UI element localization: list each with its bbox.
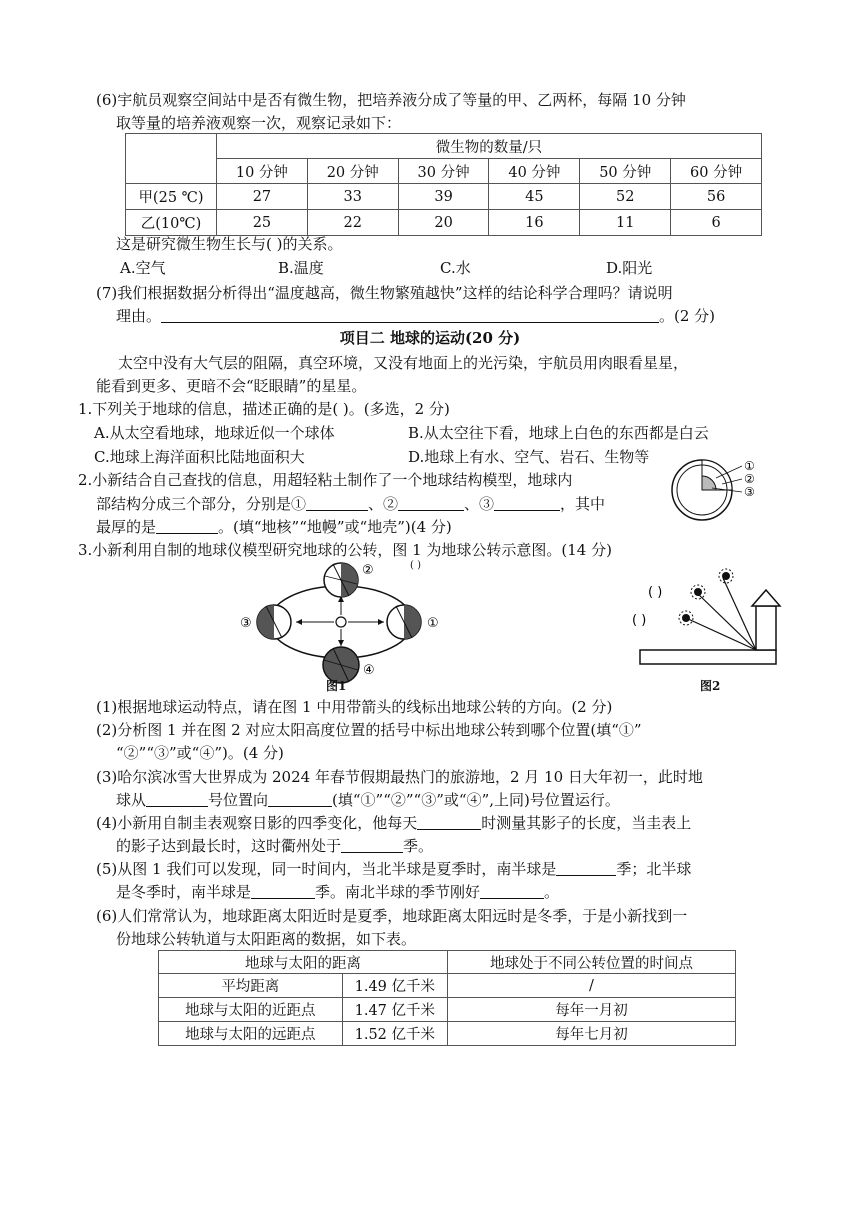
answer-blank[interactable] [480, 882, 544, 899]
answer-blank[interactable] [417, 813, 481, 830]
sun-icon [679, 611, 693, 625]
cell: 20 [398, 210, 489, 236]
cell: 33 [307, 184, 398, 210]
p3-s6a: (6)人们常常认为，地球距离太阳近时是夏季，地球距离太阳远时是冬季，于是小新找到一 [96, 907, 688, 925]
p3-text: 。 [544, 883, 560, 901]
p3-text: 是冬季时，南半球是 [116, 883, 252, 901]
earth-position-3 [257, 605, 291, 639]
time-header: 30 分钟 [398, 159, 489, 184]
cell: 56 [671, 184, 762, 210]
p2-text: 最厚的是 [96, 518, 157, 536]
cell: / [448, 974, 736, 998]
p3-stem: 3.小新利用自制的地球仪模型研究地球的公转，图 1 为地球公转示意图。(14 分) [78, 541, 612, 559]
p1-option-b: B.从太空往下看，地球上白色的东西都是白云 [408, 424, 709, 442]
p3-text: 球从 [116, 791, 147, 809]
answer-blank[interactable] [156, 517, 218, 534]
row-label: 乙(10℃) [126, 210, 217, 236]
p2-line1: 2.小新结合自己查找的信息，用超轻粘土制作了一个地球结构模型，地球内 [78, 471, 573, 489]
layer-label: ① [744, 459, 755, 473]
answer-blank[interactable] [268, 790, 332, 807]
cell: 平均距离 [159, 974, 343, 998]
section-intro: 能看到更多、更暗不会“眨眼睛”的星星。 [96, 377, 367, 395]
cell: 1.47 亿千米 [342, 998, 447, 1022]
earth-structure-diagram [664, 454, 774, 524]
answer-blank[interactable] [556, 859, 616, 876]
table-row [159, 1022, 736, 1046]
answer-paren[interactable]: ( ) [632, 613, 647, 628]
time-header: 10 分钟 [217, 159, 308, 184]
cell: 1.49 亿千米 [342, 974, 447, 998]
table-header: 微生物的数量/只 [217, 134, 762, 159]
answer-blank[interactable] [341, 836, 403, 853]
answer-paren[interactable]: ( ) [648, 585, 663, 600]
table-row [159, 974, 736, 998]
cell: 45 [489, 184, 580, 210]
p3-text: 季。南北半球的季节刚好 [315, 883, 481, 901]
cell: 11 [580, 210, 671, 236]
p3-text: 季；北半球 [616, 860, 692, 878]
p3-text: 季。 [403, 837, 434, 855]
q6-line1: (6)宇航员观察空间站中是否有微生物，把培养液分成了等量的甲、乙两杯，每隔 10 分钟 [96, 91, 686, 109]
p3-text: 时测量其影子的长度，当圭表上 [481, 814, 692, 832]
p2-text: 、③ [464, 495, 495, 513]
p3-text: (5)从图 1 我们可以发现，同一时间内，当北半球是夏季时，南半球是 [96, 860, 557, 878]
option-a: A.空气 [120, 259, 166, 277]
distance-table [158, 950, 736, 1046]
p2-text: 部结构分成三个部分，分别是① [96, 495, 307, 513]
cell: 25 [217, 210, 308, 236]
position-label: ② [362, 563, 374, 578]
p1-option-c: C.地球上海洋面积比陆地面积大 [94, 448, 305, 466]
microbe-table [125, 133, 762, 236]
p2-text: 。(填“地核”“地幔”或“地壳”)(4 分) [218, 518, 452, 536]
layer-label: ③ [744, 485, 755, 499]
p3-s3a: (3)哈尔滨冰雪大世界成为 2024 年春节假期最热门的旅游地，2 月 10 日大年初一，此时地 [96, 768, 703, 786]
p3-text: (4)小新用自制圭表观察日影的四季变化，他每天 [96, 814, 418, 832]
p1-option-d: D.地球上有水、空气、岩石、生物等 [408, 448, 650, 466]
p1-option-a: A.从太空看地球，地球近似一个球体 [94, 424, 335, 442]
q6-line2: 取等量的培养液观察一次，观察记录如下： [116, 114, 402, 132]
p1-stem: 1.下列关于地球的信息，描述正确的是( )。(多选，2 分) [78, 400, 450, 418]
p3-s6b: 份地球公转轨道与太阳距离的数据，如下表。 [116, 930, 417, 948]
cell: 39 [398, 184, 489, 210]
option-b: B.温度 [278, 259, 324, 277]
table-row [159, 998, 736, 1022]
answer-blank[interactable] [494, 494, 560, 511]
position-label: ① [427, 616, 439, 631]
q6-question: 这是研究微生物生长与( )的关系。 [116, 235, 343, 253]
cell: 6 [671, 210, 762, 236]
position-label: ③ [240, 616, 252, 631]
fig-paren: ( ) [410, 560, 421, 571]
answer-blank[interactable] [306, 494, 368, 511]
cell: 52 [580, 184, 671, 210]
cell: 地球与太阳的近距点 [159, 998, 343, 1022]
earth-position-1 [387, 605, 421, 639]
row-label: 甲(25 ℃) [126, 184, 217, 210]
time-header: 60 分钟 [671, 159, 762, 184]
table-row [126, 184, 762, 210]
answer-blank[interactable] [146, 790, 208, 807]
cell: 27 [217, 184, 308, 210]
p3-text: (填“①”“②”“③”或“④”,上同)号位置运行。 [332, 791, 620, 809]
section-intro: 太空中没有大气层的阻隔，真空环境，又没有地面上的光污染，宇航员用肉眼看星星， [118, 354, 689, 372]
table-row [126, 210, 762, 236]
position-label: ④ [363, 663, 375, 678]
table-header: 地球处于不同公转位置的时间点 [448, 951, 736, 974]
sun-height-diagram [628, 566, 788, 672]
p3-text: 号位置向 [208, 791, 269, 809]
fig2-caption: 图2 [700, 679, 721, 693]
sun-icon [719, 569, 733, 583]
cell: 地球与太阳的远距点 [159, 1022, 343, 1046]
cell: 22 [307, 210, 398, 236]
section-title: 项目二 地球的运动(20 分) [339, 329, 521, 347]
cell: 每年一月初 [448, 998, 736, 1022]
q7-reason-label: 理由。 [116, 307, 162, 325]
p2-text: 、② [368, 495, 399, 513]
sun-icon [691, 585, 705, 599]
cell: 每年七月初 [448, 1022, 736, 1046]
table-header: 地球与太阳的距离 [159, 951, 448, 974]
time-header: 20 分钟 [307, 159, 398, 184]
cell: 1.52 亿千米 [342, 1022, 447, 1046]
p2-text: ，其中 [560, 495, 606, 513]
option-d: D.阳光 [606, 259, 653, 277]
answer-blank[interactable] [161, 306, 659, 323]
option-c: C.水 [440, 259, 471, 277]
p3-s2b: “②”“③”或“④”)。(4 分) [116, 744, 284, 762]
time-header: 40 分钟 [489, 159, 580, 184]
answer-blank[interactable] [251, 882, 315, 899]
layer-label: ② [744, 472, 755, 486]
fig1-caption: 图1 [326, 679, 347, 693]
cell: 16 [489, 210, 580, 236]
q7-line1: (7)我们根据数据分析得出“温度越高，微生物繁殖越快”这样的结论科学合理吗？请说明 [96, 284, 673, 302]
q7-score: 。(2 分) [659, 307, 716, 325]
time-header: 50 分钟 [580, 159, 671, 184]
p3-s2a: (2)分析图 1 并在图 2 对应太阳高度位置的括号中标出地球公转到哪个位置(填“①” [96, 721, 642, 739]
sun-icon [331, 612, 351, 632]
earth-position-2 [324, 563, 358, 597]
p3-s1: (1)根据地球运动特点，请在图 1 中用带箭头的线标出地球公转的方向。(2 分) [96, 698, 613, 716]
p3-text: 的影子达到最长时，这时衢州处于 [116, 837, 342, 855]
answer-blank[interactable] [398, 494, 464, 511]
